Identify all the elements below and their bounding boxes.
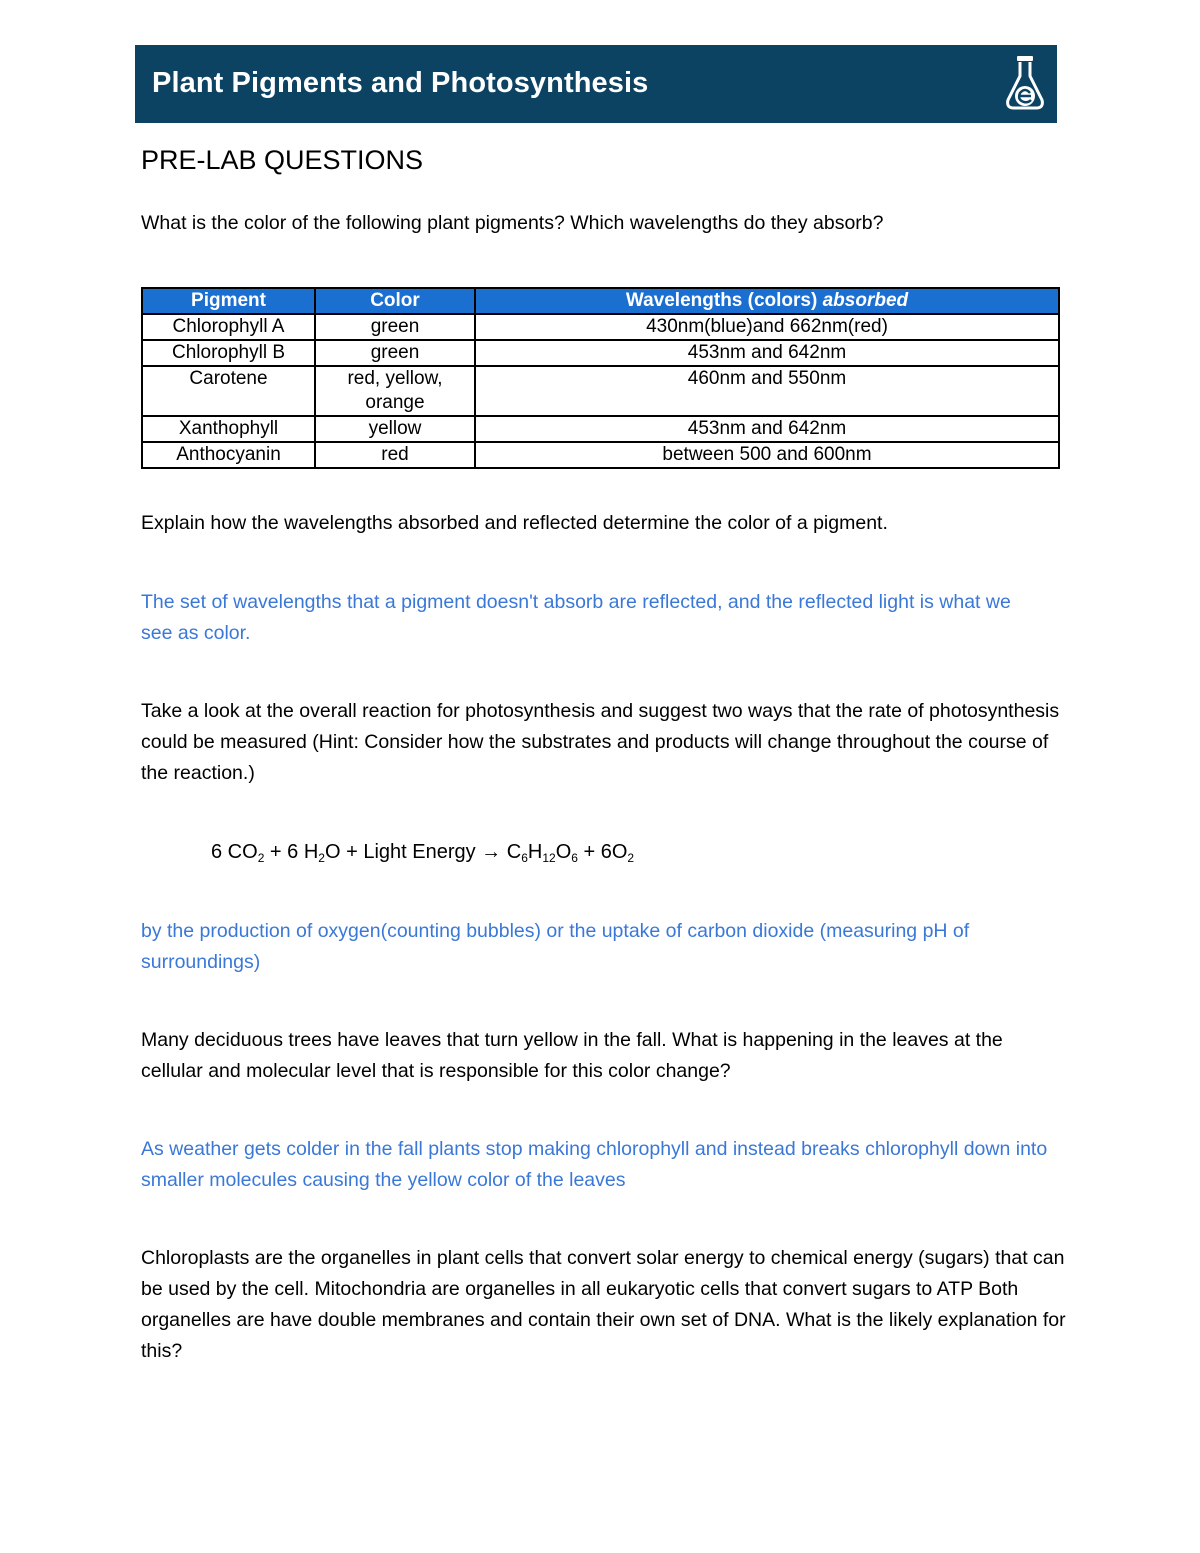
answer-2: The set of wavelengths that a pigment doesn't absorb are reflected, and the reflected light is what we see as color.	[141, 591, 1011, 644]
cell-pigment: Xanthophyll	[142, 416, 315, 442]
table-row	[142, 340, 1059, 366]
header-banner	[135, 45, 1057, 123]
eq-part: O + Light Energy → C	[324, 841, 522, 863]
eq-part: + 6O	[577, 841, 628, 863]
answer-3: by the production of oxygen(counting bubbles) or the uptake of carbon dioxide (measuring pH of surroundings)	[141, 920, 970, 973]
question-1: What is the color of the following plant pigments? Which wavelengths do they absorb?	[141, 212, 884, 234]
eq-sub: 6	[521, 851, 528, 865]
cell-pigment: Anthocyanin	[142, 442, 315, 468]
table-row	[142, 416, 1059, 442]
question-3: Take a look at the overall reaction for photosynthesis and suggest two ways that the rate of photosynthesis could be measured (Hint: Consider how the substrates and products will change throughout the course of the reaction.)	[141, 700, 1060, 784]
cell-pigment: Carotene	[142, 366, 315, 416]
header-color: Color	[315, 288, 475, 314]
question-2: Explain how the wavelengths absorbed and reflected determine the color of a pigment.	[141, 512, 888, 534]
question-4: Many deciduous trees have leaves that turn yellow in the fall. What is happening in the leaves at the cellular and molecular level that is responsible for this color change?	[141, 1029, 1003, 1082]
table-row	[142, 366, 1059, 416]
table-row	[142, 314, 1059, 340]
pigment-table	[141, 287, 1060, 469]
section-title: PRE-LAB QUESTIONS	[141, 145, 424, 175]
cell-wavelengths: 430nm(blue)and 662nm(red)	[475, 314, 1059, 340]
table-header-row	[142, 288, 1059, 314]
eq-part: O	[555, 841, 572, 863]
eq-part: + 6 H	[264, 841, 319, 863]
eq-part: H	[527, 841, 543, 863]
cell-wavelengths: between 500 and 600nm	[475, 442, 1059, 468]
cell-color: green	[315, 314, 475, 340]
page-title: Plant Pigments and Photosynthesis	[152, 67, 649, 99]
cell-wavelengths: 453nm and 642nm	[475, 340, 1059, 366]
photosynthesis-equation	[211, 838, 634, 866]
cell-pigment: Chlorophyll B	[142, 340, 315, 366]
cell-pigment: Chlorophyll A	[142, 314, 315, 340]
eq-sub: 12	[542, 851, 556, 865]
eq-part: 6 CO	[211, 841, 258, 863]
cell-wavelengths: 460nm and 550nm	[475, 366, 1059, 416]
cell-color: yellow	[315, 416, 475, 442]
table-row	[142, 442, 1059, 468]
eq-sub: 2	[318, 851, 325, 865]
header-pigment: Pigment	[142, 288, 315, 314]
eq-sub: 2	[627, 851, 635, 865]
question-5: Chloroplasts are the organelles in plant cells that convert solar energy to chemical energy (sugars) that can be used by the cell. Mitochondria are organelles in all eukaryotic cells that convert sugars to ATP Both organelles are have double membranes and contain their own set of DNA. What is the likely explanation for this?	[141, 1247, 1066, 1362]
eq-sub: 6	[571, 851, 578, 865]
header-wavelengths	[475, 288, 1059, 314]
cell-color: red	[315, 442, 475, 468]
cell-color: green	[315, 340, 475, 366]
cell-color: red, yellow, orange	[315, 366, 475, 416]
header-absorbed-text: absorbed	[822, 290, 909, 311]
header-wavelengths-text: Wavelengths (colors)	[625, 290, 823, 311]
answer-4: As weather gets colder in the fall plants stop making chlorophyll and instead breaks chlorophyll down into smaller molecules causing the yellow color of the leaves	[141, 1138, 1048, 1191]
eq-sub: 2	[257, 851, 265, 865]
flask-logo-icon	[1003, 54, 1047, 112]
cell-wavelengths: 453nm and 642nm	[475, 416, 1059, 442]
